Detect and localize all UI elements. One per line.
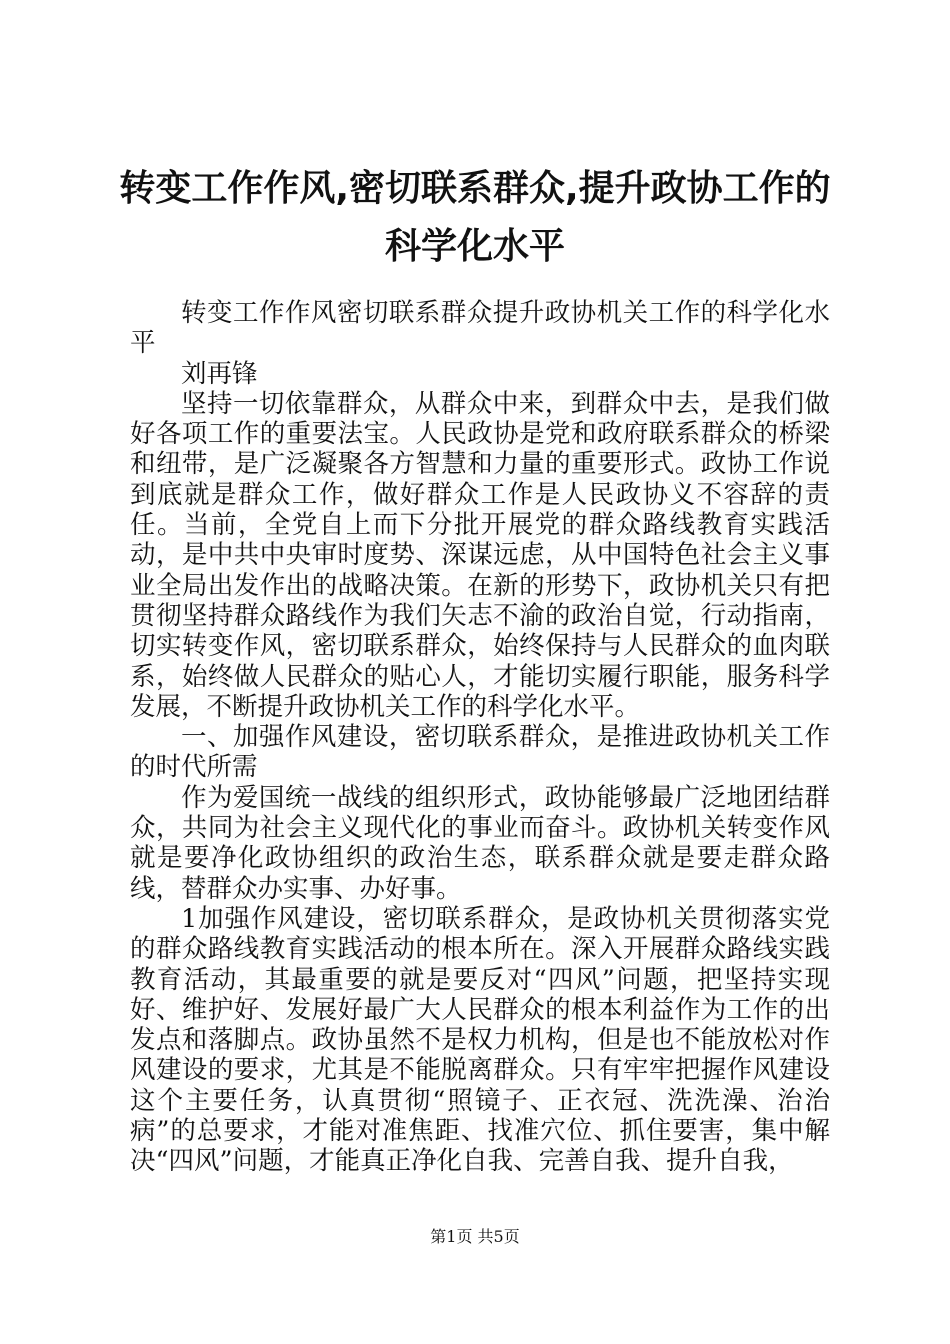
title-line-1: 转变工作作风,密切联系群众,提升政协工作的 [119,168,831,209]
section-heading-1: 一、加强作风建设，密切联系群众，是推进政协机关工作的时代所需 [130,722,830,783]
intro-paragraph: 坚持一切依靠群众，从群众中来，到群众中去，是我们做好各项工作的重要法宝。人民政协是党和政府联系群众的桥梁和纽带，是广泛凝聚各方智慧和力量的重要形式。政协工作说到底就是群众工作，做好群众工作是人民政协义不容辞的责任。当前，全党自上而下分批开展党的群众路线教育实践活动，是中共中央审时度势、深谋远虑，从中国特色社会主义事业全局出发作出的战略决策。在新的形势下，政协机关只有把贯彻坚持群众路线作为我们矢志不渝的政治自觉，行动指南，切实转变作风，密切联系群众，始终保持与人民群众的血肉联系，始终做人民群众的贴心人，才能切实履行职能，服务科学发展，不断提升政协机关工作的科学化水平。 [130,388,830,722]
author-name: 刘再锋 [181,358,258,389]
body-paragraph: 作为爱国统一战线的组织形式，政协能够最广泛地团结群众，共同为社会主义现代化的事业而奋斗。政协机关转变作风就是要净化政协组织的政治生态，联系群众就是要走群众路线，替群众办实事、办好事。 [130,782,830,904]
title-line-2: 科学化水平 [384,226,565,267]
document-title [0,160,950,276]
document-body [130,298,830,1177]
page-footer: 第1页 共5页 [430,1227,520,1246]
subtitle-paragraph: 转变工作作风密切联系群众提升政协机关工作的科学化水平 [130,298,830,359]
body-paragraph: 1加强作风建设，密切联系群众，是政协机关贯彻落实党的群众路线教育实践活动的根本所在。深入开展群众路线实践教育活动，其最重要的就是要反对“四风”问题，把坚持实现好、维护好、发展好最广大人民群众的根本利益作为工作的出发点和落脚点。政协虽然不是权力机构，但是也不能放松对作风建设的要求，尤其是不能脱离群众。只有牢牢把握作风建设这个主要任务，认真贯彻“照镜子、正衣冠、洗洗澡、治治病”的总要求，才能对准焦距、找准穴位、抓住要害，集中解决“四风”问题，才能真正净化自我、完善自我、提升自我， [130,903,830,1177]
